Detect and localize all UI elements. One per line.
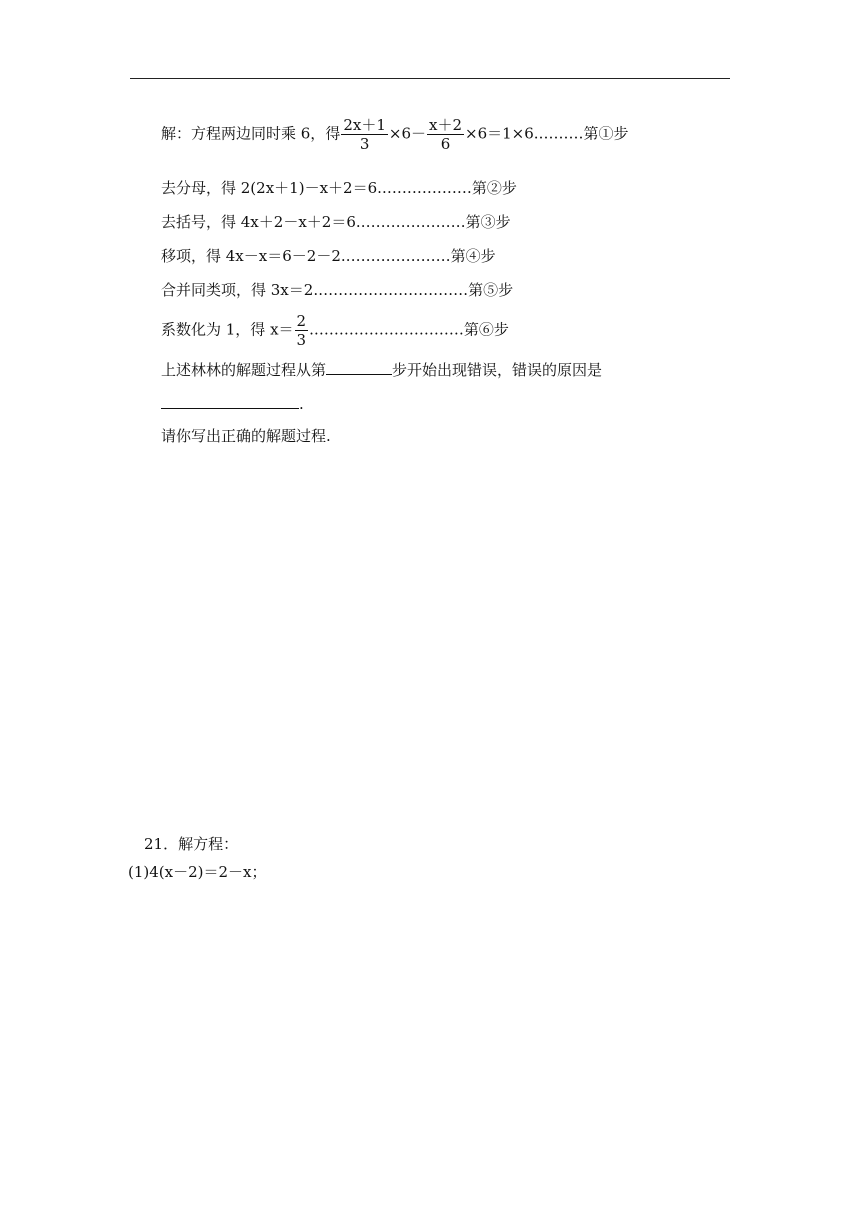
solution-step-4: 移项，得 4x－x＝6－2－2.…………………第④步 xyxy=(161,247,496,265)
answer-blank-step[interactable] xyxy=(326,358,392,375)
solution-step-1 xyxy=(161,116,629,153)
answer-blank-reason[interactable] xyxy=(161,392,299,409)
fraction-2 xyxy=(427,116,464,153)
question-part-2: 步开始出现错误，错误的原因是 xyxy=(392,361,603,379)
fraction-3 xyxy=(295,312,309,349)
fraction-3-denominator: 3 xyxy=(296,331,307,349)
question-part-1: 上述林林的解题过程从第 xyxy=(161,361,327,379)
fraction-2-numerator: x＋2 xyxy=(429,116,463,134)
problem-21-part-1: (1)4(x－2)＝2－x； xyxy=(128,863,267,881)
fraction-1-denominator: 3 xyxy=(359,135,370,153)
step6-suffix: .…………………………第⑥步 xyxy=(309,320,509,339)
solution-step-2: 去分母，得 2(2x＋1)－x＋2＝6.………………第②步 xyxy=(161,179,517,197)
step1-prefix: 解：方程两边同时乘 6，得 xyxy=(161,124,341,143)
solution-step-5: 合并同类项，得 3x＝2.…………………………第⑤步 xyxy=(161,281,514,299)
fraction-3-numerator: 2 xyxy=(296,312,307,330)
solution-step-3: 去括号，得 4x＋2－x＋2＝6.…………………第③步 xyxy=(161,213,511,231)
fraction-2-denominator: 6 xyxy=(440,135,451,153)
step6-prefix: 系数化为 1，得 x＝ xyxy=(161,320,294,339)
reason-line xyxy=(161,392,304,414)
solution-step-6 xyxy=(161,312,509,349)
question-end: . xyxy=(299,395,304,413)
request-line: 请你写出正确的解题过程. xyxy=(161,427,331,445)
step1-suffix: ×6＝1×6.………第①步 xyxy=(465,124,629,143)
step1-mid: ×6－ xyxy=(388,124,426,143)
fraction-1-numerator: 2x＋1 xyxy=(343,116,386,134)
header-rule xyxy=(130,78,730,79)
fraction-1 xyxy=(341,116,388,153)
problem-21-title: 21．解方程： xyxy=(144,835,239,853)
question-line xyxy=(161,358,602,380)
